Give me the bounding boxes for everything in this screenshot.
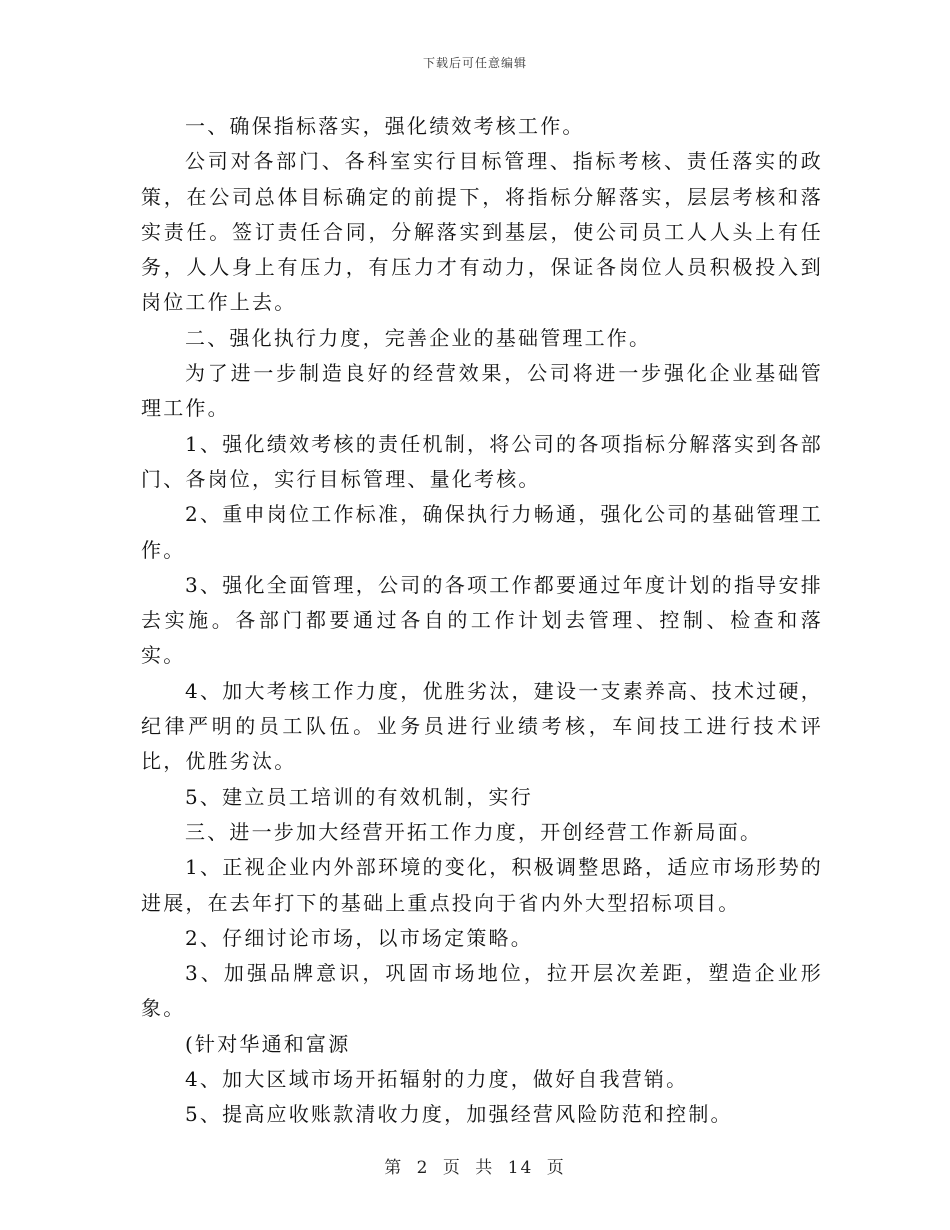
list-item: 1、强化绩效考核的责任机制，将公司的各项指标分解落实到各部门、各岗位，实行目标管理、量化考核。 [141,431,823,491]
list-item: 2、仔细讨论市场，以市场定策略。 [185,925,533,950]
list-item: 4、加大考核工作力度，优胜劣汰，建设一支素养高、技术过硬，纪律严明的员工队伍。业务员进行业绩考核，车间技工进行技术评比，优胜劣汰。 [141,678,823,774]
page-header: 下载后可任意编辑 [422,56,527,70]
list-item: 5、提高应收账款清收力度，加强经营风险防范和控制。 [185,1102,733,1127]
list-item: 3、加强品牌意识，巩固市场地位，拉开层次差距，塑造企业形象。 [141,961,823,1021]
document-body [141,109,823,1133]
paragraph-section-1-heading: 一、确保指标落实，强化绩效考核工作。 [185,114,585,138]
list-item: 4、加大区域市场开拓辐射的力度，做好自我营销。 [185,1067,689,1092]
paragraph-section-2-heading: 二、强化执行力度，完善企业的基础管理工作。 [185,325,652,350]
paragraph: 为了进一步制造良好的经营效果，公司将进一步强化企业基础管理工作。 [141,361,823,421]
paragraph: 公司对各部门、各科室实行目标管理、指标考核、责任落实的政策，在公司总体目标确定的前提下，将指标分解落实，层层考核和落实责任。签订责任合同，分解落实到基层，使公司员工人人头上有任务，人人身上有压力，有压力才有动力，保证各岗位人员积极投入到岗位工作上去。 [141,149,823,315]
list-item: 3、强化全面管理，公司的各项工作都要通过年度计划的指导安排去实施。各部门都要通过各自的工作计划去管理、控制、检查和落实。 [141,572,823,668]
list-item: 1、正视企业内外部环境的变化，积极调整思路，适应市场形势的进展，在去年打下的基础上重点投向于省内外大型招标项目。 [141,855,823,915]
page-number-footer: 第 2 页 共 14 页 [384,1158,566,1178]
paragraph-note: (针对华通和富源 [185,1031,351,1056]
list-item: 5、建立员工培训的有效机制，实行 [185,784,533,809]
paragraph-section-3-heading: 三、进一步加大经营开拓工作力度，开创经营工作新局面。 [185,819,763,844]
list-item: 2、重申岗位工作标准，确保执行力畅通，强化公司的基础管理工作。 [141,502,823,562]
